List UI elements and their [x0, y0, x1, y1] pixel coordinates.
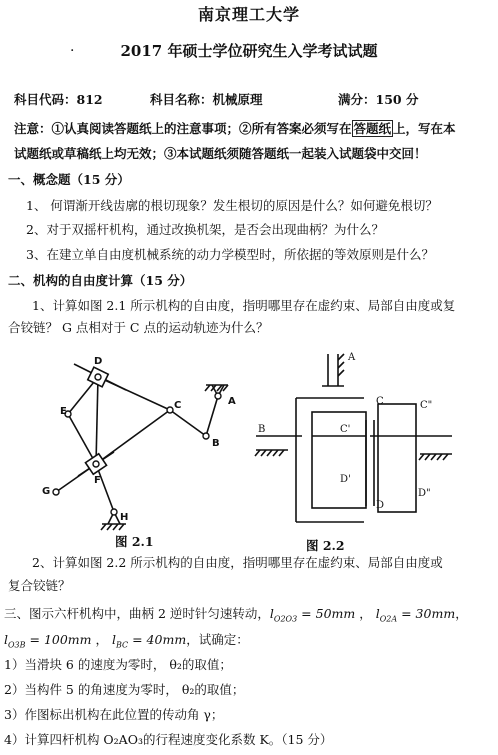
- fig2-label-cpp: C": [420, 400, 433, 411]
- len-o2o3-value: = 50mm: [297, 606, 356, 621]
- section1-q1: 1、 何谓渐开线齿廓的根切现象？发生根切的原因是什么？如何避免根切？: [26, 198, 438, 213]
- fig1-label-d: D: [94, 356, 103, 367]
- fig2-label-a: A: [348, 352, 356, 363]
- notice-text-a: 注意：①认真阅读答题纸上的注意事项；②所有答案必须写在: [14, 121, 352, 136]
- len-o2o3-sub: O2O3: [273, 614, 298, 624]
- section3-line2-end: ，试确定：: [186, 632, 249, 647]
- figure-2-2-caption: 图 2.2: [306, 538, 345, 553]
- len-bc-symbol: l: [111, 632, 116, 647]
- section3-sub3: 3）作图标出机构在此位置的传动角 γ；: [4, 707, 224, 722]
- fig2-label-dpp: D": [418, 488, 431, 499]
- section2-q2-line1: 2、计算如图 2.2 所示机构的自由度，指明哪里存在虚约束、局部自由度或: [32, 555, 443, 570]
- fig1-label-h: H: [120, 512, 129, 523]
- fig2-label-cp: C': [340, 424, 351, 435]
- section3-line1: 三、图示六杆机构中，曲柄 2 逆时针匀速转动，$l_{O2O3} = 50mm$ ， $l_{O2A} = 30mm$，: [4, 606, 468, 624]
- notice-line-2: 试题纸或草稿纸上均无效；③本试题纸须随答题纸一起装入试题袋中交回！: [14, 146, 427, 161]
- len-o3b-symbol: l: [4, 632, 8, 647]
- fig2-label-dp: D': [340, 474, 351, 485]
- section2-q2-line2: 复合铰链？: [8, 578, 71, 593]
- section3-sub4: 4）计算四杆机构 O₂AO₃的行程速度变化系数 K。（15 分）: [4, 732, 333, 747]
- len-o2o3-symbol: l: [269, 606, 274, 621]
- fig1-label-b: B: [212, 438, 220, 449]
- answer-sheet-boxed: 答题纸: [353, 121, 392, 136]
- fig1-label-g: G: [42, 486, 51, 497]
- section3-line2: $l_{O3B} = 100mm$ ， $l_{BC} = 40mm$，试确定：: [4, 632, 249, 650]
- fig1-label-e: E: [60, 406, 67, 417]
- fig1-label-c: C: [174, 400, 182, 411]
- notice-line-1: [14, 121, 456, 136]
- section3-sub1: 1）当滑块 6 的速度为零时， θ₂的取值；: [4, 657, 232, 672]
- subject-name: 科目名称：机械原理: [150, 92, 263, 107]
- section2-q1-line1: 1、计算如图 2.1 所示机构的自由度，指明哪里存在虚约束、局部自由度或复: [32, 298, 456, 313]
- exam-title: 2017 年硕士学位研究生入学考试试题: [120, 42, 378, 60]
- university-title: 南京理工大学: [197, 5, 300, 24]
- full-score: 满分：150 分: [338, 92, 419, 107]
- section2-heading: 二、机构的自由度计算（15 分）: [8, 273, 193, 288]
- section3-intro: 三、图示六杆机构中，曲柄 2 逆时针匀速转动，: [4, 606, 270, 621]
- fig1-label-a: A: [228, 396, 236, 407]
- len-bc-sub: BC: [115, 640, 129, 650]
- len-o3b-sub: O3B: [8, 640, 26, 650]
- section1-heading: 一、概念题（15 分）: [8, 172, 130, 187]
- section2-q1-line2: 合铰链？ G 点相对于 C 点的运动轨迹为什么？: [8, 320, 269, 335]
- len-o2a-sub: O2A: [379, 614, 398, 624]
- fig2-label-b: B: [258, 424, 266, 435]
- len-o3b-value: = 100mm: [25, 632, 92, 647]
- subject-code: 科目代码：812: [14, 92, 103, 107]
- title-bullet: ·: [70, 43, 75, 59]
- figure-2-1: [28, 352, 248, 537]
- figure-2-1-caption: 图 2.1: [115, 534, 154, 549]
- figure-2-2: [252, 346, 472, 536]
- len-o2a-symbol: l: [375, 606, 380, 621]
- section1-q3: 3、在建立单自由度机械系统的动力学模型时，所依据的等效原则是什么？: [26, 247, 434, 262]
- len-o2a-value: = 30mm: [397, 606, 456, 621]
- notice-text-b: 上，写在本: [393, 121, 456, 136]
- section3-sub2: 2）当构件 5 的角速度为零时， θ₂的取值；: [4, 682, 245, 697]
- section1-q2: 2、对于双摇杆机构，通过改换机架，是否会出现曲柄？为什么？: [26, 222, 384, 237]
- fig2-label-c: C: [376, 396, 384, 407]
- fig1-label-f: F: [94, 475, 101, 486]
- len-bc-value: = 40mm: [128, 632, 187, 647]
- fig2-label-d: D: [376, 500, 385, 511]
